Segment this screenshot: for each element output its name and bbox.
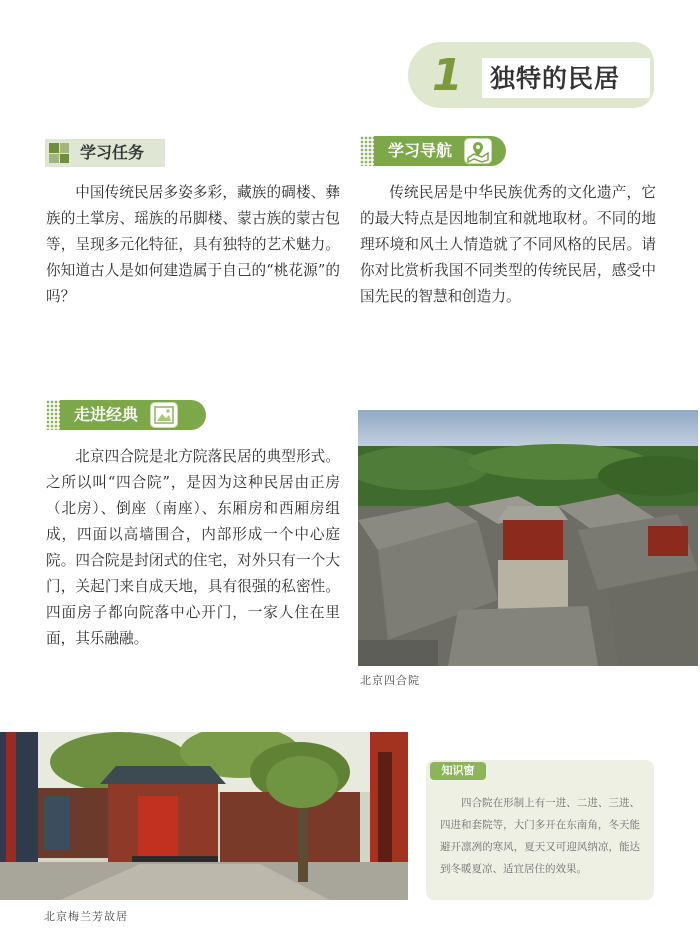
task-text: 中国传统民居多姿多彩，藏族的碉楼、彝族的土掌房、瑶族的吊脚楼、蒙古族的蒙古包等，呈现多元化特征，具有独特的艺术魅力。你知道古人是如何建造属于自己的“桃花源”的吗？ [46,184,340,305]
mei-caption: 北京梅兰芳故居 [44,910,128,923]
lesson-number: 1 [432,50,463,101]
map-location-icon [464,138,492,164]
classic-label: 走进经典 [74,405,139,424]
picture-icon [150,402,178,428]
knowledge-label: 知识窗 [430,762,486,780]
knowledge-text: 四合院在形制上有一进、二进、三进、四进和套院等，大门多开在东南角，冬天能避开凛冽的寒风，夏天又可迎风纳凉，能达到冬暖夏凉、适宜居住的效果。 [440,797,640,875]
guide-label: 学习导航 [388,141,453,160]
siheyuan-aerial-photo [358,410,698,666]
task-label: 学习任务 [80,143,145,162]
lesson-title: 独特的民居 [490,64,621,93]
squares-icon [45,139,73,167]
mei-lanfang-residence-photo [0,732,408,900]
guide-text: 传统民居是中华民族优秀的文化遗产，它的最大特点是因地制宜和就地取材。不同的地理环境和风土人情造就了不同风格的民居。请你对比赏析我国不同类型的传统民居，感受中国先民的智慧和创造力。 [360,184,656,305]
classic-badge [60,400,206,430]
classic-text: 北京四合院是北方院落民居的典型形式。之所以叫“四合院”，是因为这种民居由正房（北房）、倒座（南座）、东厢房和西厢房组成，四面以高墙围合，内部形成一个中心庭院。四合院是封闭式的住宅，对外只有一个大门，关起门来自成天地，具有很强的私密性。四面房子都向院落中心开门，一家人住在里面，其乐融融。 [46,448,340,647]
courtyard-caption: 北京四合院 [360,674,420,687]
